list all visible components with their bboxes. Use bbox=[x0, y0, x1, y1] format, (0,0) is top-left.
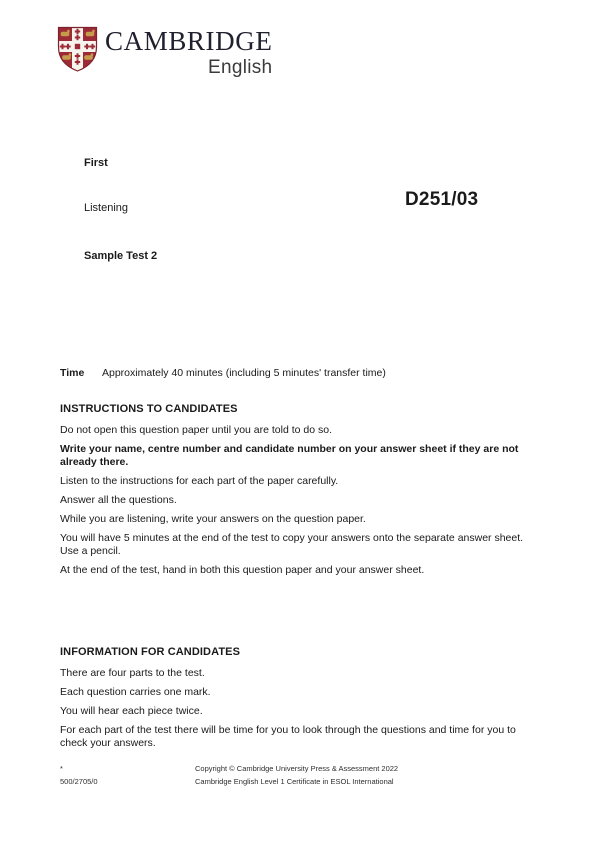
time-value: Approximately 40 minutes (including 5 minutes' transfer time) bbox=[102, 367, 386, 379]
footer-copyright-block bbox=[195, 763, 543, 788]
logo-wordmark bbox=[105, 26, 272, 78]
footer-print-code: 500/2705/0 bbox=[60, 776, 98, 786]
instruction-line: Write your name, centre number and candidate number on your answer sheet if they are not already there. bbox=[60, 443, 519, 468]
cambridge-shield-icon bbox=[57, 26, 98, 73]
instruction-line: Answer all the questions. bbox=[60, 494, 177, 506]
footer-asterisk: * bbox=[60, 764, 63, 773]
exam-name: First bbox=[84, 157, 108, 169]
instructions-heading: INSTRUCTIONS TO CANDIDATES bbox=[60, 403, 238, 415]
time-row bbox=[60, 367, 542, 380]
paper-name: Listening bbox=[84, 202, 129, 214]
page-footer bbox=[60, 763, 543, 788]
instruction-line: Do not open this question paper until you are told to do so. bbox=[60, 424, 333, 436]
cambridge-english-logo bbox=[57, 26, 272, 78]
information-heading: INFORMATION FOR CANDIDATES bbox=[60, 646, 241, 658]
information-line: For each part of the test there will be time for you to look through the questions and time for you to check your answers. bbox=[60, 724, 516, 749]
information-line: You will hear each piece twice. bbox=[60, 705, 203, 717]
logo-product-text: English bbox=[208, 57, 273, 78]
instruction-line: At the end of the test, hand in both this question paper and your answer sheet. bbox=[60, 564, 425, 576]
instructions-section bbox=[60, 403, 543, 583]
instruction-line: While you are listening, write your answers on the question paper. bbox=[60, 513, 366, 525]
information-section bbox=[60, 646, 543, 756]
instruction-line: You will have 5 minutes at the end of the test to copy your answers onto the separate answer sheet. Use a pencil. bbox=[60, 532, 524, 557]
footer-print-code-block bbox=[60, 763, 195, 788]
instruction-line: Listen to the instructions for each part of the paper carefully. bbox=[60, 475, 339, 487]
information-line: Each question carries one mark. bbox=[60, 686, 211, 698]
logo-brand-text: CAMBRIDGE bbox=[105, 26, 273, 56]
paper-code: D251/03 bbox=[405, 189, 479, 210]
footer-copyright-line: Copyright © Cambridge University Press & Assessment 2022 bbox=[195, 764, 399, 773]
footer-certificate-line: Cambridge English Level 1 Certificate in ESOL International bbox=[195, 776, 394, 786]
test-title: Sample Test 2 bbox=[84, 250, 158, 262]
information-line: There are four parts to the test. bbox=[60, 667, 205, 679]
time-label: Time bbox=[60, 367, 85, 379]
